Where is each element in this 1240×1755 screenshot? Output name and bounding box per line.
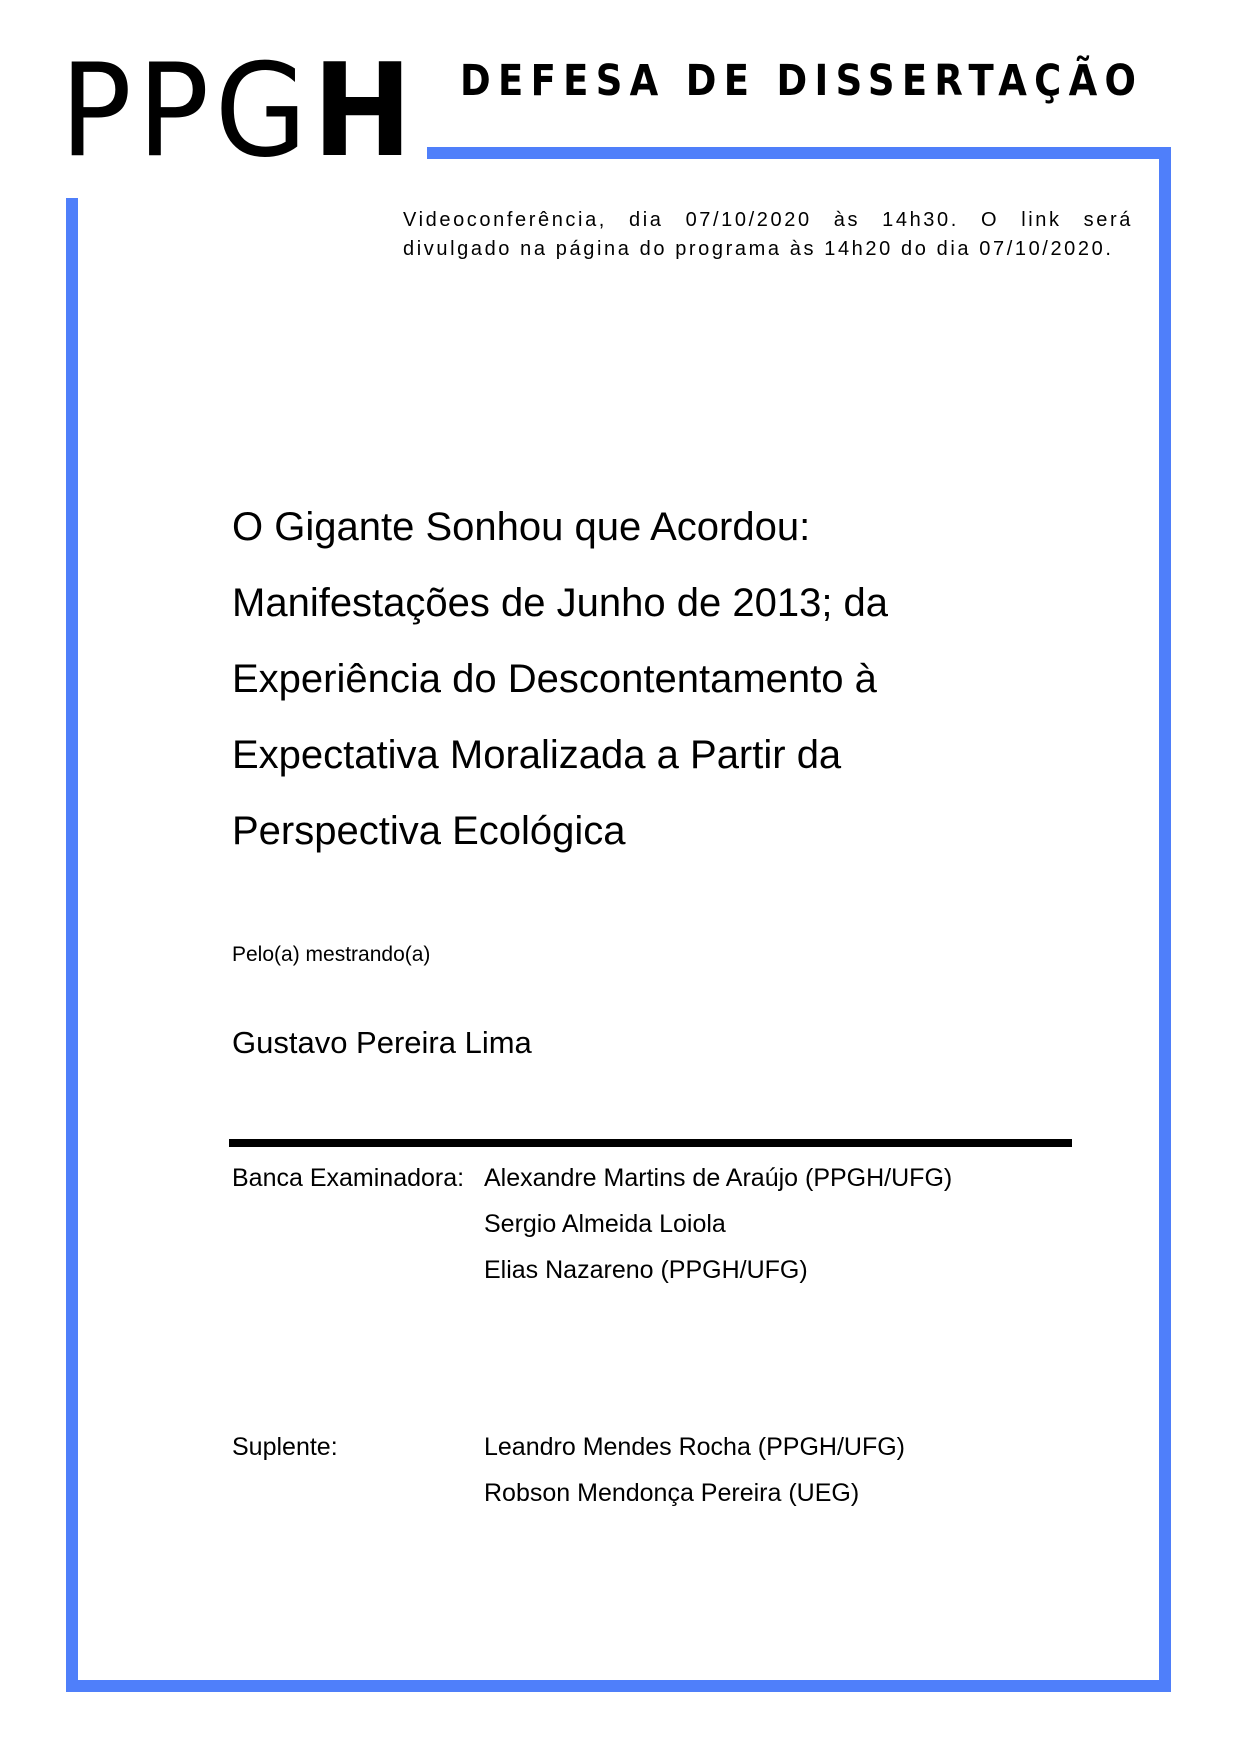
committee-member: Alexandre Martins de Araújo (PPGH/UFG) bbox=[484, 1164, 953, 1192]
substitutes-label: Suplente: bbox=[232, 1433, 338, 1461]
student-name: Gustavo Pereira Lima bbox=[232, 1025, 532, 1060]
logo-text-light: PPG bbox=[60, 37, 313, 186]
logo-text-bold: H bbox=[312, 37, 418, 186]
title-line: Perspectiva Ecológica bbox=[232, 809, 626, 853]
title-line: Expectativa Moralizada a Partir da bbox=[232, 733, 842, 777]
frame-top-border bbox=[427, 147, 1170, 159]
committee-member: Elias Nazareno (PPGH/UFG) bbox=[484, 1256, 808, 1284]
dissertation-title bbox=[232, 489, 1092, 869]
event-info: Videoconferência, dia 07/10/2020 às 14h30. O link será divulgado na página do programa às 14h20 do dia 07/10/2020. bbox=[403, 209, 1133, 260]
frame-left-border bbox=[66, 198, 78, 1692]
substitute-member: Robson Mendonça Pereira (UEG) bbox=[484, 1479, 860, 1507]
title-line: O Gigante Sonhou que Acordou: bbox=[232, 505, 811, 549]
committee-member: Sergio Almeida Loiola bbox=[484, 1210, 726, 1238]
page-title: DEFESA DE DISSERTAÇÃO bbox=[460, 56, 1144, 106]
title-line: Experiência do Descontentamento à bbox=[232, 657, 877, 701]
committee-label: Banca Examinadora: bbox=[232, 1164, 465, 1192]
frame-bottom-border bbox=[66, 1680, 1171, 1692]
ppgh-logo bbox=[60, 37, 418, 186]
frame-right-border bbox=[1159, 147, 1171, 1691]
title-line: Manifestações de Junho de 2013; da bbox=[232, 581, 889, 625]
substitute-member: Leandro Mendes Rocha (PPGH/UFG) bbox=[484, 1433, 906, 1461]
student-label: Pelo(a) mestrando(a) bbox=[232, 943, 431, 966]
section-divider bbox=[229, 1139, 1072, 1147]
